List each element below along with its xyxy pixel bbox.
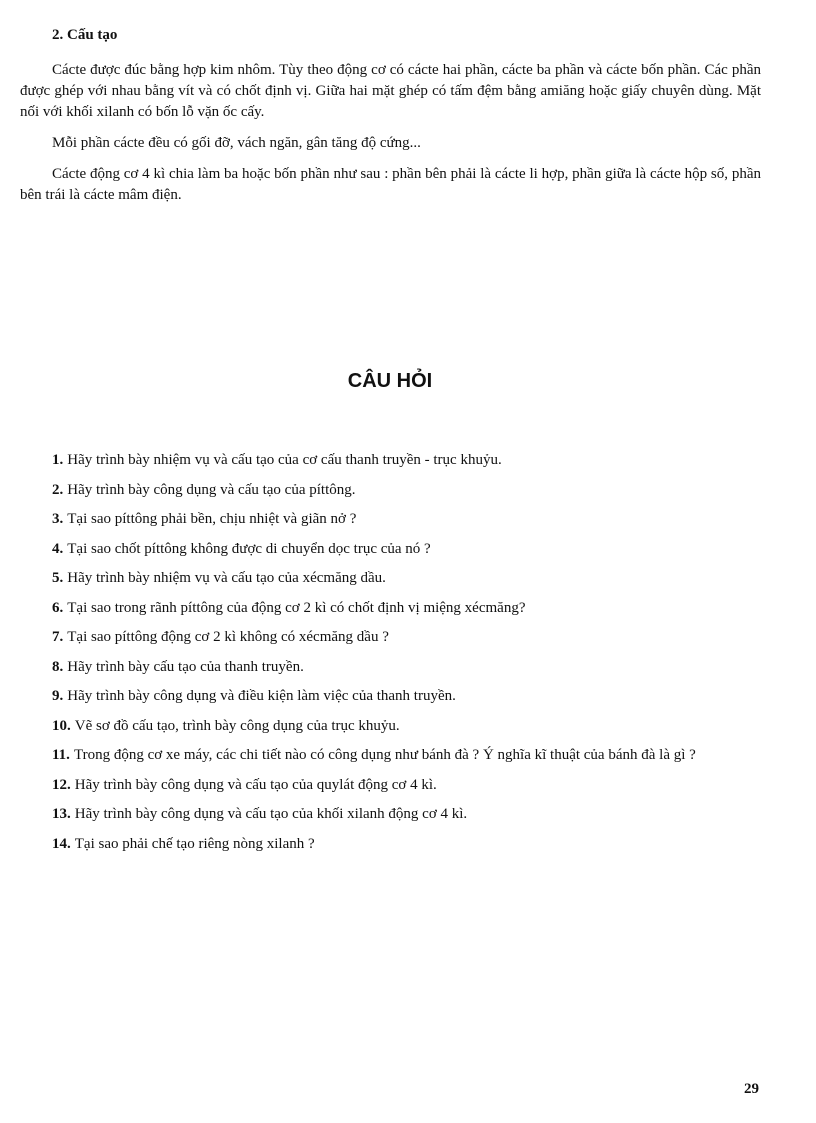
question-text: Vẽ sơ đồ cấu tạo, trình bày công dụng của trục khuỷu. xyxy=(74,717,400,734)
question-item xyxy=(20,627,762,648)
page-number: 29 xyxy=(744,1081,759,1097)
question-item xyxy=(20,716,762,737)
question-number: 4. xyxy=(52,540,64,557)
question-number: 13. xyxy=(52,806,71,822)
question-number: 11. xyxy=(52,747,70,763)
question-item xyxy=(20,745,762,766)
question-text: Hãy trình bày công dụng và điều kiện làm việc của thanh truyền. xyxy=(67,688,456,704)
question-number: 7. xyxy=(52,629,64,645)
question-item xyxy=(20,775,762,796)
question-number: 9. xyxy=(52,688,64,704)
question-text: Tại sao chốt píttông không được di chuyển dọc trục của nó ? xyxy=(67,540,431,557)
question-item xyxy=(20,804,762,825)
question-text: Tại sao píttông phải bền, chịu nhiệt và giãn nở ? xyxy=(67,511,357,527)
question-text: Hãy trình bày công dụng và cấu tạo của khối xilanh động cơ 4 kì. xyxy=(74,806,468,822)
question-text: Hãy trình bày nhiệm vụ và cấu tạo của xécmăng dầu. xyxy=(67,570,386,586)
question-number: 3. xyxy=(52,511,64,527)
question-text: Hãy trình bày công dụng và cấu tạo của píttông. xyxy=(67,481,356,498)
question-item xyxy=(20,834,762,855)
question-number: 12. xyxy=(52,776,71,793)
question-number: 6. xyxy=(52,599,64,616)
questions-title: CÂU HỎI xyxy=(347,370,433,392)
question-number: 1. xyxy=(52,452,64,468)
question-number: 10. xyxy=(52,717,71,734)
question-item xyxy=(20,480,762,501)
question-number: 8. xyxy=(52,658,64,675)
question-text: Hãy trình bày cấu tạo của thanh truyền. xyxy=(67,658,304,675)
paragraph: Cácte động cơ 4 kì chia làm ba hoặc bốn phần như sau : phần bên phải là cácte li hợp, phần giữa là cácte hộp số, phần bên trái là cácte mâm điện. xyxy=(20,166,761,203)
question-list xyxy=(20,450,762,863)
question-text: Tại sao trong rãnh píttông của động cơ 2 kì có chốt định vị miệng xécmăng? xyxy=(67,599,526,616)
section-body xyxy=(20,60,761,216)
paragraph: Mỗi phần cácte đều có gối đỡ, vách ngăn, gân tăng độ cứng... xyxy=(52,135,421,151)
question-text: Hãy trình bày nhiệm vụ và cấu tạo của cơ cấu thanh truyền - trục khuỷu. xyxy=(67,452,502,468)
question-item xyxy=(20,539,762,560)
question-item xyxy=(20,450,762,471)
paragraph: Cácte được đúc bằng hợp kim nhôm. Tùy theo động cơ có cácte hai phần, cácte ba phần và cácte bốn phần. Các phần được ghép với nhau bằng vít và có chốt định vị. Giữa hai mặt ghép có tấm đệm bằng amiăng hoặc giấy chuyên dùng. Mặt nối với khối xilanh có bốn lỗ vặn ốc cấy. xyxy=(20,62,761,120)
question-number: 14. xyxy=(52,835,71,852)
section-heading: 2. Cấu tạo xyxy=(52,27,118,43)
question-number: 5. xyxy=(52,570,64,586)
question-number: 2. xyxy=(52,481,64,498)
question-item xyxy=(20,568,762,589)
question-item xyxy=(20,598,762,619)
question-item xyxy=(20,686,762,707)
question-item xyxy=(20,509,762,530)
question-item xyxy=(20,657,762,678)
question-text: Hãy trình bày công dụng và cấu tạo của quylát động cơ 4 kì. xyxy=(74,776,437,793)
question-text: Tại sao phải chế tạo riêng nòng xilanh ? xyxy=(74,835,315,852)
question-text: Tại sao píttông động cơ 2 kì không có xécmăng dầu ? xyxy=(67,629,389,645)
question-text: Trong động cơ xe máy, các chi tiết nào có công dụng như bánh đà ? Ý nghĩa kĩ thuật của bánh đà là gì ? xyxy=(73,747,696,763)
